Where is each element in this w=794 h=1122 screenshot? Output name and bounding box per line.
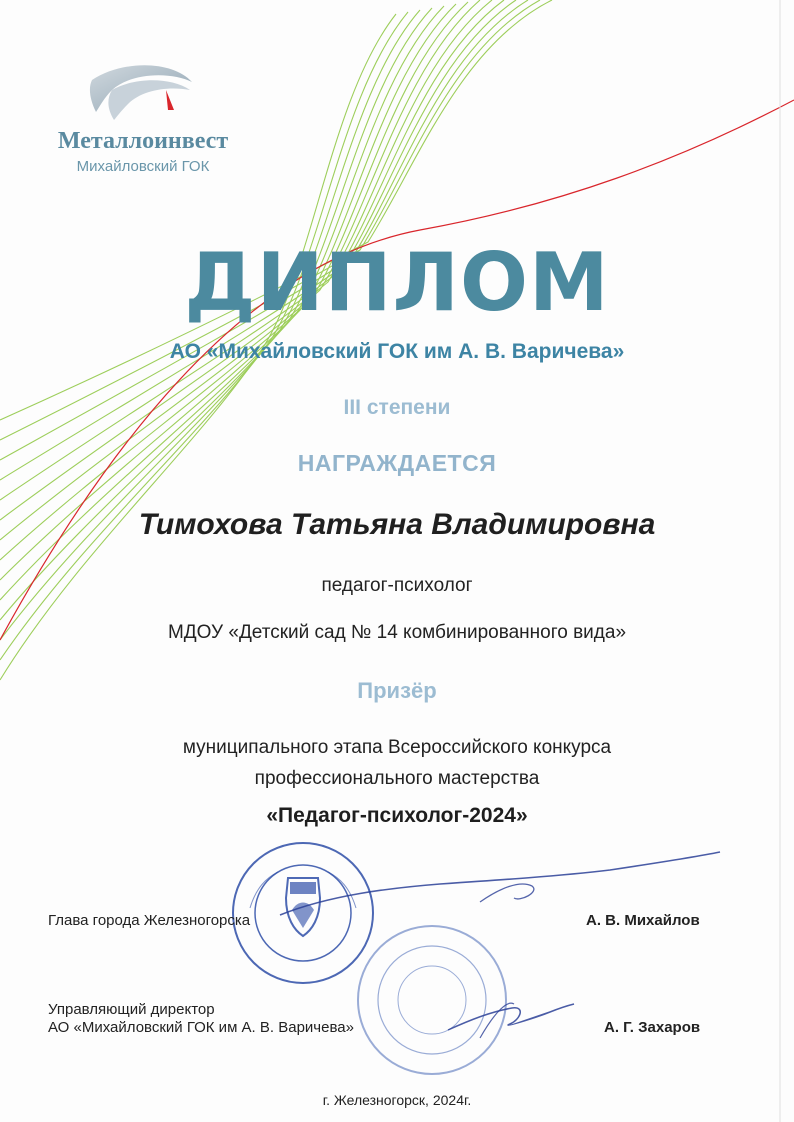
contest-description-line1: муниципального этапа Всероссийского конкурса <box>182 737 612 758</box>
issuing-organization: АО «Михайловский ГОК им А. В. Варичева» <box>169 340 625 363</box>
recipient-position: педагог-психолог <box>321 575 473 596</box>
recipient-name: Тимохова Татьяна Владимировна <box>138 508 656 541</box>
prize-label: Призёр <box>357 678 437 703</box>
signatory-2-title-line2: АО «Михайловский ГОК им А. В. Варичева» <box>48 1019 354 1036</box>
company-logo <box>38 60 268 180</box>
signatory-1-title: Глава города Железногорска <box>48 912 251 929</box>
contest-name: «Педагог-психолог-2024» <box>266 804 528 827</box>
diploma-title: ДИПЛОМ <box>184 236 610 329</box>
award-degree: III степени <box>343 396 451 419</box>
signatory-1-name: А. В. Михайлов <box>586 912 700 929</box>
logo-subtitle: Михайловский ГОК <box>76 158 210 175</box>
awarded-label: НАГРАЖДАЕТСЯ <box>297 450 497 476</box>
recipient-institution: МДОУ «Детский сад № 14 комбинированного вида» <box>167 622 627 643</box>
signatory-2-title-line1: Управляющий директор <box>48 1001 215 1018</box>
signature-zakharov-icon <box>440 990 580 1050</box>
contest-description-line2: профессионального мастерства <box>254 768 540 789</box>
logo-emblem-icon <box>82 60 202 120</box>
signatory-2-name: А. Г. Захаров <box>604 1019 701 1036</box>
place-and-year: г. Железногорск, 2024г. <box>322 1092 472 1108</box>
logo-brand-name: Металлоинвест <box>57 128 229 154</box>
